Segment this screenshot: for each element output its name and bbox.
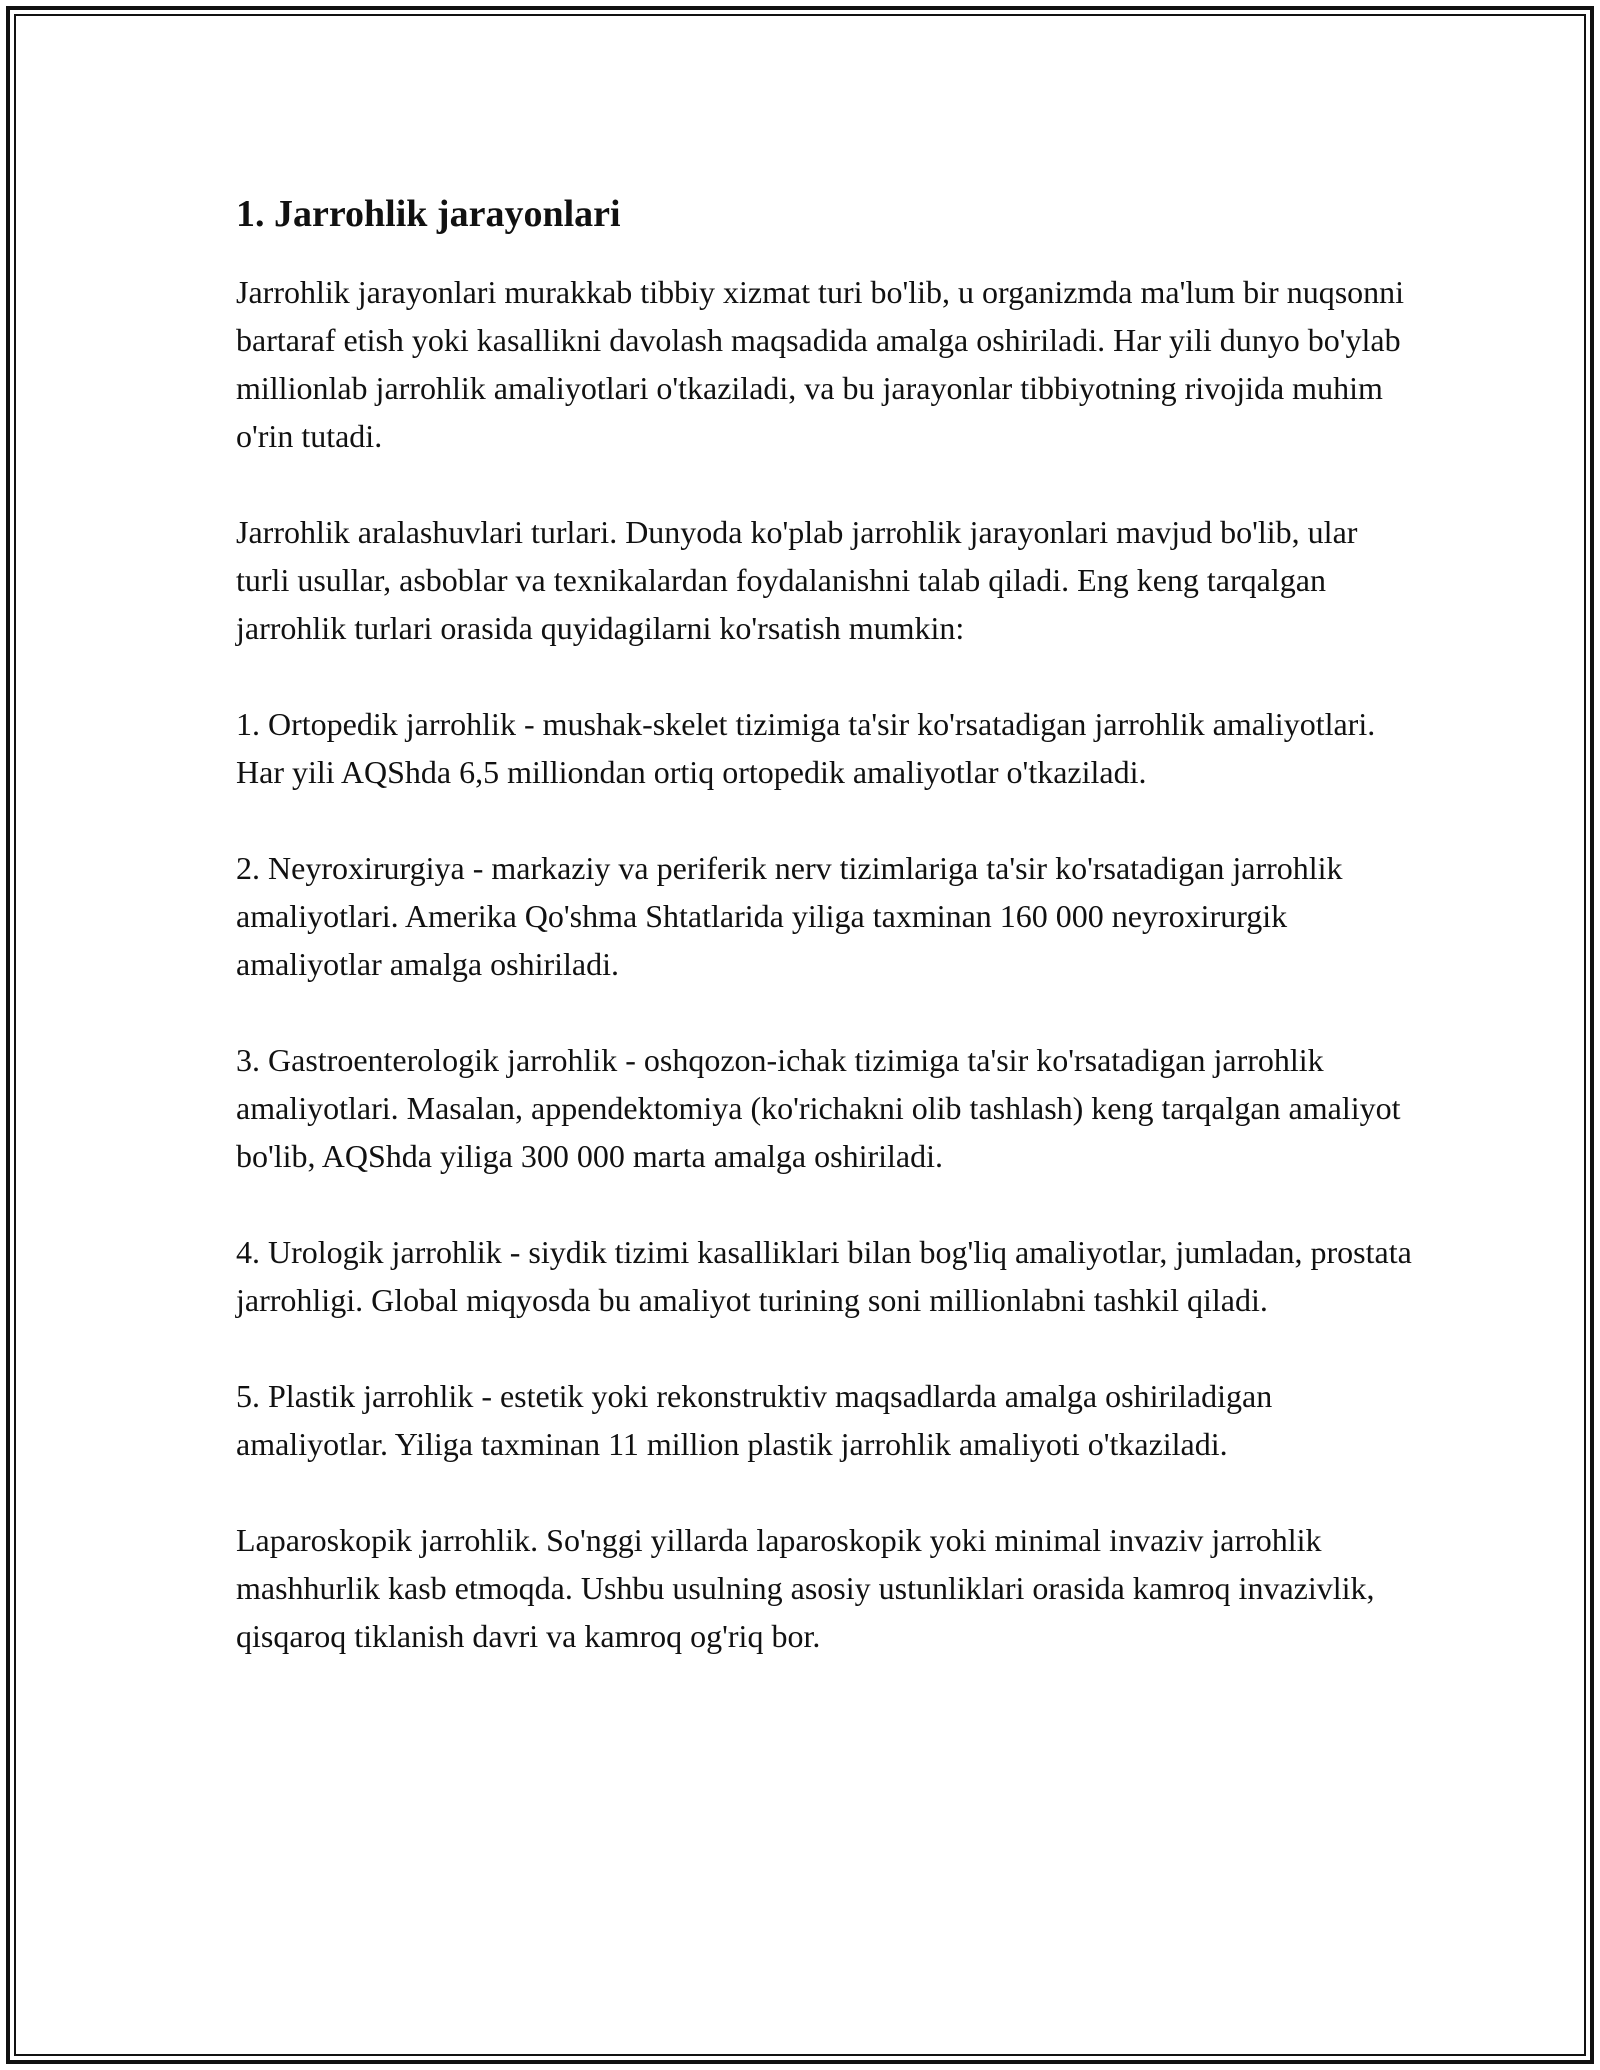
paragraph-laparoscopic: Laparoskopik jarrohlik. So'nggi yillarda laparoskopik yoki minimal invaziv jarrohlik mashhurlik kasb etmoqda. Ushbu usulning asosiy ustunliklari orasida kamroq invazivlik, qisqaroq tiklanish davri va kamroq og'riq bor. <box>236 1522 1375 1654</box>
paragraph-gastroenterologic: 3. Gastroenterologik jarrohlik - oshqozon-ichak tizimiga ta'sir ko'rsatadigan jarrohlik amaliyotlari. Masalan, appendektomiya (ko'richakni olib tashlash) keng tarqalgan amaliyot bo'lib, AQShda yiliga 300 000 marta amalga oshiriladi. <box>236 1042 1401 1174</box>
paragraph-urologic: 4. Urologik jarrohlik - siydik tizimi kasalliklari bilan bog'liq amaliyotlar, jumladan, prostata jarrohligi. Global miqyosda bu amaliyot turining soni millionlabni tashkil qiladi. <box>236 1234 1412 1318</box>
paragraph-orthopedic: 1. Ortopedik jarrohlik - mushak-skelet tizimiga ta'sir ko'rsatadigan jarrohlik amaliyotlari. Har yili AQShda 6,5 milliondan ortiq ortopedik amaliyotlar o'tkaziladi. <box>236 706 1376 790</box>
paragraph-surgery-types: Jarrohlik aralashuvlari turlari. Dunyoda ko'plab jarrohlik jarayonlari mavjud bo'lib, ular turli usullar, asboblar va texnikalardan foydalanishni talab qiladi. Eng keng tarqalgan jarrohlik turlari orasida quyidagilarni ko'rsatish mumkin: <box>236 514 1358 646</box>
paragraph-plastic: 5. Plastik jarrohlik - estetik yoki rekonstruktiv maqsadlarda amalga oshiriladigan amaliyotlar. Yiliga taxminan 11 million plastik jarrohlik amaliyoti o'tkaziladi. <box>236 1378 1273 1462</box>
document-body <box>236 184 1416 1708</box>
paragraph-intro: Jarrohlik jarayonlari murakkab tibbiy xizmat turi bo'lib, u organizmda ma'lum bir nuqsonni bartaraf etish yoki kasallikni davolash maqsadida amalga oshiriladi. Har yili dunyo bo'ylab millionlab jarrohlik amaliyotlari o'tkaziladi, va bu jarayonlar tibbiyotning rivojida muhim o'rin tutadi. <box>236 274 1405 454</box>
paragraph-neurosurgery: 2. Neyroxirurgiya - markaziy va periferik nerv tizimlariga ta'sir ko'rsatadigan jarrohlik amaliyotlari. Amerika Qo'shma Shtatlarida yiliga taxminan 160 000 neyroxirurgik amaliyotlar amalga oshiriladi. <box>236 850 1343 982</box>
section-heading: 1. Jarrohlik jarayonlari <box>236 193 621 235</box>
